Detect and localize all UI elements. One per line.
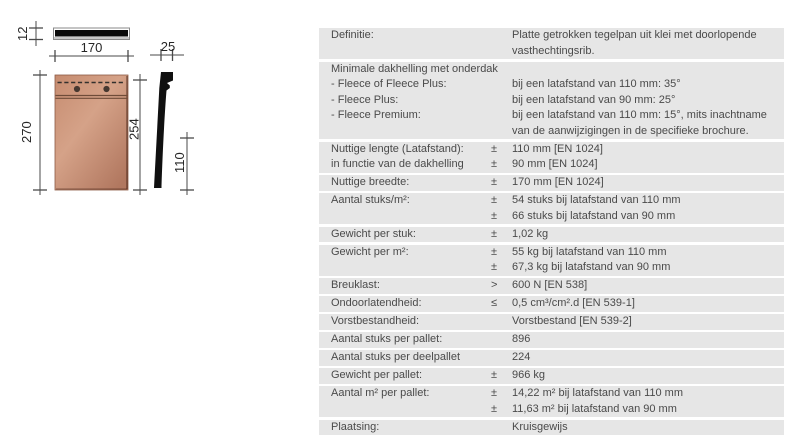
spec-label: Gewicht per stuk: bbox=[331, 227, 416, 240]
spec-value bbox=[519, 62, 778, 78]
spec-label: Gewicht per m²: bbox=[331, 245, 409, 258]
spec-symbol: ± bbox=[491, 158, 498, 170]
spec-line bbox=[319, 175, 784, 191]
spec-label: Breuklast: bbox=[331, 279, 380, 291]
spec-row-aantal-stuks-m2 bbox=[319, 193, 784, 224]
spec-line bbox=[319, 278, 784, 294]
spec-row-breuklast bbox=[319, 278, 784, 294]
spec-symbol bbox=[491, 350, 512, 366]
spec-value: 55 kg bij latafstand van 110 mm bbox=[512, 245, 667, 258]
spec-line bbox=[319, 332, 784, 348]
dim-thickness-label: 12 bbox=[15, 26, 30, 41]
tile-front-view bbox=[55, 75, 128, 190]
spec-row-plaatsing bbox=[319, 420, 784, 436]
spec-value: Vorstbestand [EN 539-2] bbox=[512, 315, 632, 327]
spec-symbol bbox=[491, 332, 512, 348]
spec-symbol bbox=[491, 314, 512, 330]
spec-value: 600 N [EN 538] bbox=[512, 279, 588, 291]
spec-line bbox=[319, 209, 784, 225]
spec-symbol: ± bbox=[491, 227, 498, 240]
spec-row-vorstbestandheid bbox=[319, 314, 784, 330]
spec-line bbox=[319, 93, 784, 109]
dimension-visible-length bbox=[127, 74, 148, 195]
spec-symbol bbox=[491, 28, 512, 59]
spec-line bbox=[319, 62, 784, 78]
spec-value: 966 kg bbox=[512, 369, 546, 381]
spec-label: Nuttige lengte (Latafstand): bbox=[331, 142, 464, 155]
spec-line bbox=[319, 193, 784, 209]
spec-label: Nuttige breedte: bbox=[331, 176, 410, 188]
spec-line bbox=[319, 227, 784, 243]
spec-value: 11,63 m² bij latafstand van 90 mm bbox=[512, 402, 677, 415]
spec-label bbox=[331, 260, 491, 276]
spec-line bbox=[319, 108, 784, 139]
spec-symbol bbox=[491, 77, 512, 93]
spec-line bbox=[319, 77, 784, 93]
spec-label: - Fleece Premium: bbox=[331, 109, 421, 121]
spec-value: 110 mm [EN 1024] bbox=[512, 142, 603, 155]
dimension-thickness bbox=[15, 21, 43, 46]
spec-value: 1,02 kg bbox=[512, 227, 549, 240]
tile-technical-drawing bbox=[0, 0, 230, 210]
spec-symbol: ≤ bbox=[491, 297, 498, 309]
spec-label: - Fleece Plus: bbox=[331, 93, 399, 106]
spec-line bbox=[319, 386, 784, 402]
dim-width-label: 170 bbox=[80, 40, 103, 55]
spec-line bbox=[319, 142, 784, 158]
spec-value: 54 stuks bij latafstand van 110 mm bbox=[512, 194, 681, 206]
spec-label: Gewicht per pallet: bbox=[331, 369, 423, 381]
spec-line bbox=[319, 28, 784, 59]
spec-value: 14,22 m² bij latafstand van 110 mm bbox=[512, 387, 683, 399]
dimension-profile-width bbox=[150, 39, 184, 61]
spec-line bbox=[319, 157, 784, 173]
spec-label: Ondoorlatendheid: bbox=[331, 297, 422, 309]
spec-value: bij een latafstand van 90 mm: 25° bbox=[512, 93, 676, 106]
spec-symbol: ± bbox=[491, 194, 498, 206]
spec-value: 170 mm [EN 1024] bbox=[512, 176, 604, 188]
dim-profile-width-label: 25 bbox=[160, 39, 176, 54]
dimension-batten-distance bbox=[172, 132, 194, 195]
tile-face bbox=[55, 75, 128, 190]
spec-row-gewicht-per-pallet bbox=[319, 368, 784, 384]
spec-value: 0,5 cm³/cm².d [EN 539-1] bbox=[512, 297, 635, 309]
dimension-width bbox=[49, 40, 134, 62]
spec-label: - Fleece of Fleece Plus: bbox=[331, 78, 447, 90]
spec-value: 66 stuks bij latafstand van 90 mm bbox=[512, 209, 676, 222]
spec-symbol: ± bbox=[491, 245, 498, 258]
spec-row-nuttige-breedte bbox=[319, 175, 784, 191]
spec-symbol: ± bbox=[491, 176, 498, 188]
spec-line bbox=[319, 350, 784, 366]
spec-row-aantal-m2-per-pallet bbox=[319, 386, 784, 417]
spec-value: 67,3 kg bij latafstand van 90 mm bbox=[512, 261, 671, 273]
spec-label: Aantal stuks per pallet: bbox=[331, 333, 443, 345]
spec-line bbox=[319, 420, 784, 436]
dim-length-label: 270 bbox=[19, 121, 34, 143]
spec-symbol: ± bbox=[491, 261, 498, 273]
nail-hole-left bbox=[74, 86, 80, 92]
spec-row-definitie bbox=[319, 28, 784, 59]
spec-line bbox=[319, 260, 784, 276]
spec-row-aantal-stuks-per-pallet bbox=[319, 332, 784, 348]
spec-line bbox=[319, 402, 784, 418]
spec-symbol: > bbox=[491, 279, 498, 291]
spec-value: bij een latafstand van 110 mm: 35° bbox=[512, 78, 681, 90]
spec-row-nuttige-lengte bbox=[319, 142, 784, 173]
spec-label bbox=[331, 402, 491, 418]
spec-row-ondoorlatendheid bbox=[319, 296, 784, 312]
spec-symbol: ± bbox=[491, 142, 498, 155]
spec-label: Aantal stuks per deelpallet bbox=[331, 351, 461, 363]
spec-value: 224 bbox=[512, 351, 531, 363]
top-view-body bbox=[55, 30, 128, 37]
tile-side-profile bbox=[154, 72, 173, 188]
spec-symbol: ± bbox=[491, 387, 498, 399]
spec-label: Vorstbestandheid: bbox=[331, 315, 420, 327]
spec-label: Aantal m² per pallet: bbox=[331, 387, 430, 399]
spec-line bbox=[319, 245, 784, 261]
spec-value: 90 mm [EN 1024] bbox=[512, 158, 598, 170]
spec-label: in functie van de dakhelling bbox=[331, 158, 464, 170]
spec-symbol bbox=[491, 420, 512, 436]
spec-table bbox=[319, 28, 784, 438]
spec-row-gewicht-per-stuk bbox=[319, 227, 784, 243]
dim-visible-length-label: 254 bbox=[126, 118, 142, 140]
spec-row-aantal-stuks-per-deelpallet bbox=[319, 350, 784, 366]
spec-value: bij een latafstand van 110 mm: 15°, mits inachtname van de aanwijzigingen in de specifieke brochure. bbox=[512, 109, 767, 137]
spec-symbol bbox=[491, 108, 512, 139]
spec-symbol bbox=[498, 62, 519, 78]
spec-value: Platte getrokken tegelpan uit klei met doorlopende vasthechtingsrib. bbox=[512, 29, 757, 57]
spec-symbol: ± bbox=[491, 369, 498, 381]
spec-line bbox=[319, 296, 784, 312]
spec-label bbox=[331, 209, 491, 225]
spec-line bbox=[319, 314, 784, 330]
spec-line bbox=[319, 368, 784, 384]
spec-label: Definitie: bbox=[331, 29, 374, 41]
nail-hole-right bbox=[103, 86, 109, 92]
spec-symbol bbox=[491, 93, 512, 109]
spec-row-gewicht-per-m2 bbox=[319, 245, 784, 276]
spec-symbol: ± bbox=[491, 209, 498, 222]
spec-label: Plaatsing: bbox=[331, 420, 380, 433]
spec-label: Minimale dakhelling met onderdak bbox=[331, 62, 498, 75]
spec-value: Kruisgewijs bbox=[512, 420, 568, 433]
spec-symbol: ± bbox=[491, 402, 498, 415]
dim-batten-distance-label: 110 bbox=[172, 152, 187, 173]
spec-row-minimale-dakhelling bbox=[319, 62, 784, 140]
spec-label: Aantal stuks/m²: bbox=[331, 194, 410, 206]
dimension-length bbox=[19, 70, 47, 195]
tile-top-view bbox=[54, 28, 130, 40]
spec-value: 896 bbox=[512, 333, 531, 345]
